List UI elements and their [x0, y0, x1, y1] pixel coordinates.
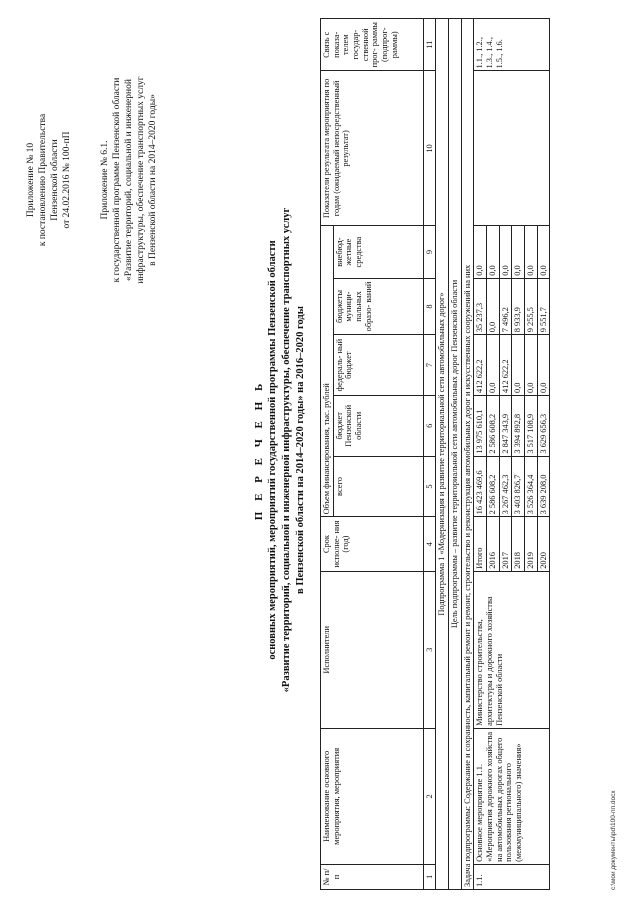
goal-row: Цель подпрограммы – развитие территориальной сети автомобильных дорог Пензенской области [448, 19, 461, 890]
col-number: 6 [423, 395, 436, 456]
col-number: 5 [423, 456, 436, 517]
file-path-footer: c:\мои документы\рd\100-пп.docx [610, 790, 617, 890]
col-number: 9 [423, 226, 436, 278]
row-municipal: 9 551,7 [537, 278, 550, 335]
appendix-2-line: к государственной программе Пензенской области [111, 77, 122, 283]
appendix-2-line: Приложение № 6.1. [100, 140, 110, 220]
header-municipal: бюджеты муници- пальных образо- ваний [333, 278, 423, 335]
row-total: 16 423 469,6 [474, 456, 487, 517]
appendix-2-line: «Развитие территорий, социальной и инженерной [123, 79, 134, 281]
column-number-row [423, 19, 436, 890]
header-executor: Исполнители [321, 571, 424, 728]
row-term: 2019 [524, 517, 537, 571]
appendix-1-line: Пензенской области [49, 139, 60, 221]
row-offbudget: 0,0 [524, 226, 537, 278]
row-regional: 3 629 656,3 [537, 395, 550, 456]
task-row: Задача подпрограммы: Содержание и сохранность, капитальный ремонт и ремонт, строительство и реконструкция автомобильных дорог и искусственных сооружений на них [461, 19, 474, 890]
row-offbudget: 0,0 [474, 226, 487, 278]
col-number: 4 [423, 517, 436, 571]
row-total: 3 526 364,4 [524, 456, 537, 517]
appendix-1-line: Приложение № 10 [26, 142, 36, 218]
row-total: 2 586 608,2 [486, 456, 499, 517]
title-heading: П Е Р Е Ч Е Н Ь [253, 379, 265, 521]
row-federal: 0,0 [537, 335, 550, 396]
col-number: 11 [423, 19, 436, 71]
row-municipal: 8 933,9 [512, 278, 525, 335]
row-offbudget: 0,0 [537, 226, 550, 278]
row-regional: 13 975 610,1 [474, 395, 487, 456]
header-term: Срок исполне- ния (год) [321, 517, 424, 571]
header-link: Связь с показа- телем государ- ственной прог- раммы (подпрог- раммы) [321, 19, 424, 71]
col-number: 10 [423, 71, 436, 226]
col-number: 3 [423, 571, 436, 728]
document-title [252, 50, 307, 850]
title-line: основных мероприятий, мероприятий государственной программы Пензенской области [267, 240, 279, 660]
row-federal: 0,0 [486, 335, 499, 396]
row-term: 2017 [499, 517, 512, 571]
header-funding: Объем финансирования, тыс. рублей [321, 226, 334, 517]
rotated-document-canvas [20, 10, 620, 890]
item-link: 1.1., 1.2., 1.3., 1.4., 1.5., 1.6. [474, 19, 550, 71]
appendix-header-1 [26, 30, 74, 330]
table-row [474, 19, 487, 890]
col-number: 8 [423, 278, 436, 335]
row-term: 2018 [512, 517, 525, 571]
row-indicators [474, 71, 550, 226]
row-offbudget: 0,0 [499, 226, 512, 278]
measures-table [320, 18, 550, 890]
header-regional: бюджет Пензенской области [333, 395, 423, 456]
header-no: № п/п [321, 864, 424, 889]
subprogram-row: Подпрограмма 1 «Модернизация и развитие территориальной сети автомобильных дорог» [436, 19, 449, 890]
row-regional: 2 847 343,9 [499, 395, 512, 456]
row-federal: 412 622,2 [499, 335, 512, 396]
title-line: в Пензенской области на 2014–2020 годы» на 2016–2020 годы [294, 306, 306, 594]
row-offbudget: 0,0 [486, 226, 499, 278]
row-municipal: 35 237,3 [474, 278, 487, 335]
appendix-1-line: к постановлению Правительства [37, 113, 48, 247]
col-number: 1 [423, 864, 436, 889]
title-line: «Развитие территорий, социальной и инженерной инфраструктуры, обеспечение транспортных услуг [280, 207, 292, 693]
row-term: 2016 [486, 517, 499, 571]
row-regional: 3 394 892,8 [512, 395, 525, 456]
header-federal: федераль- ный бюджет [333, 335, 423, 396]
row-offbudget: 0,0 [512, 226, 525, 278]
header-total: всего [333, 456, 423, 517]
col-number: 2 [423, 728, 436, 864]
appendix-2-line: в Пензенской области на 2014–2020 годы» [147, 94, 158, 266]
item-no: 1.1. [474, 864, 550, 889]
row-total: 3 639 208,0 [537, 456, 550, 517]
row-term: 2020 [537, 517, 550, 571]
header-offbudget: внебюд- жетные средства [333, 226, 423, 278]
col-number: 7 [423, 335, 436, 396]
item-executor: Министерство строительства, архитектуры и дорожного хозяйства Пензенской области [474, 571, 550, 728]
appendix-2-line: инфраструктуры, обеспечение транспортных услуг [135, 76, 146, 284]
row-federal: 0,0 [524, 335, 537, 396]
item-name: Основное мероприятие 1.1. «Мероприятия дорожного хозяйства на автомобильных дорогах общего пользования регионального (межмуниципального) значения» [474, 728, 550, 864]
row-municipal: 0,0 [486, 278, 499, 335]
row-municipal: 9 255,5 [524, 278, 537, 335]
header-name: Наименование основного мероприятия, мероприятия [321, 728, 424, 864]
appendix-1-line: от 24.02.2016 № 100-пП [61, 131, 72, 229]
row-federal: 0,0 [512, 335, 525, 396]
appendix-header-2 [100, 30, 159, 330]
row-municipal: 7 496,2 [499, 278, 512, 335]
row-regional: 3 517 108,9 [524, 395, 537, 456]
row-total: 3 403 826,7 [512, 456, 525, 517]
row-term: Итого [474, 517, 487, 571]
row-federal: 412 622,2 [474, 335, 487, 396]
row-total: 3 267 462,3 [499, 456, 512, 517]
row-regional: 2 586 608,2 [486, 395, 499, 456]
header-indicators: Показатели результата мероприятия по годам (ожидаемый непосредственный результат) [321, 71, 424, 226]
